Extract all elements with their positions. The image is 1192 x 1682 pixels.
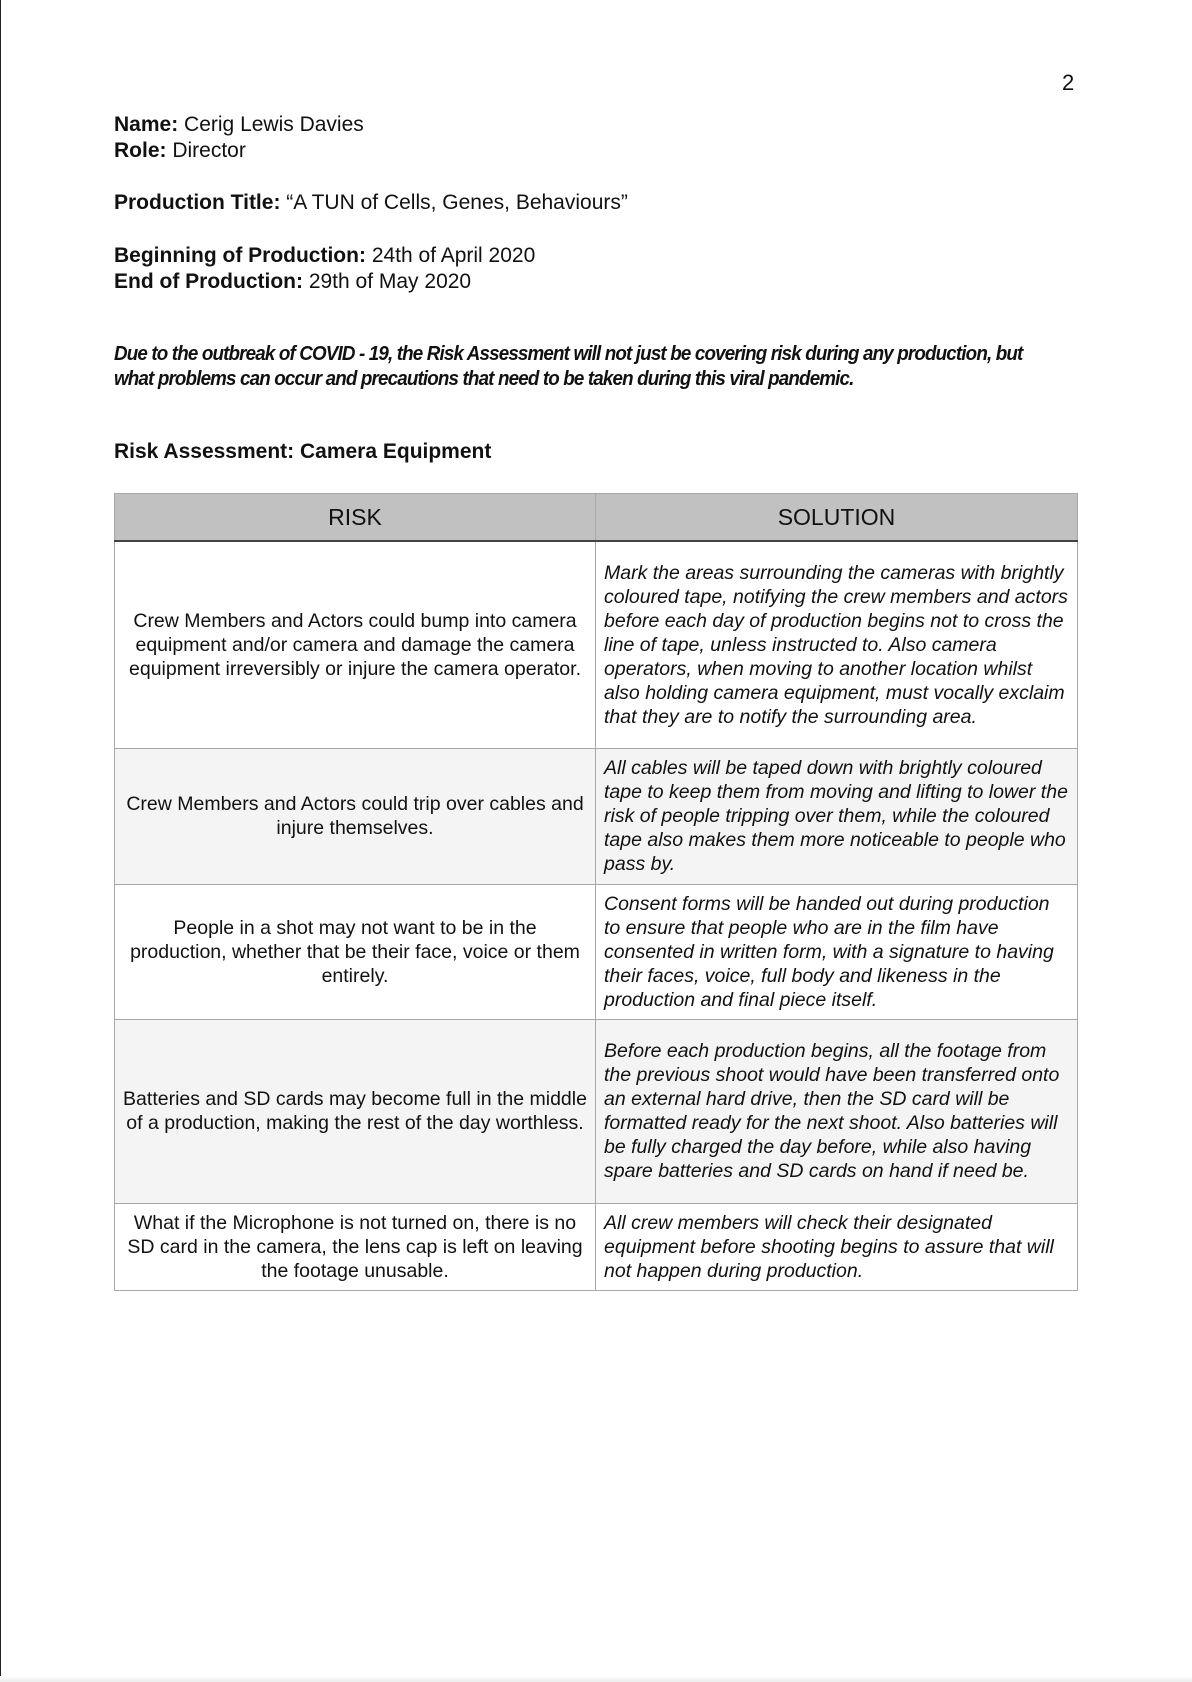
page-bottom-shadow bbox=[0, 1676, 1192, 1682]
table-row bbox=[115, 748, 1078, 884]
role-line bbox=[114, 138, 246, 164]
table-row bbox=[115, 1203, 1078, 1290]
solution-cell: Consent forms will be handed out during production to ensure that people who are in the film have consented in written form, with a signature to having their faces, voice, full body and likeness in the production and final piece itself. bbox=[596, 884, 1078, 1019]
risk-cell: Batteries and SD cards may become full in the middle of a production, making the rest of the day worthless. bbox=[115, 1019, 596, 1203]
header-solution: SOLUTION bbox=[596, 494, 1078, 542]
solution-cell: All crew members will check their designated equipment before shooting begins to assure that will not happen during production. bbox=[596, 1203, 1078, 1290]
risk-table bbox=[114, 493, 1078, 1291]
name-line bbox=[114, 112, 364, 138]
risk-cell: Crew Members and Actors could bump into camera equipment and/or camera and damage the camera equipment irreversibly or injure the camera operator. bbox=[115, 541, 596, 748]
solution-cell: All cables will be taped down with brightly coloured tape to keep them from moving and lifting to lower the risk of people tripping over them, while the coloured tape also makes them more noticeable to people who pass by. bbox=[596, 748, 1078, 884]
end-line bbox=[114, 269, 471, 295]
name-label: Name: bbox=[114, 113, 179, 136]
production-title-value: “A TUN of Cells, Genes, Behaviours” bbox=[286, 191, 628, 214]
production-title-label: Production Title: bbox=[114, 191, 281, 214]
role-label: Role: bbox=[114, 139, 167, 162]
page-number: 2 bbox=[1062, 70, 1075, 95]
role-value: Director bbox=[172, 139, 246, 162]
begin-label: Beginning of Production: bbox=[114, 244, 366, 267]
begin-value: 24th of April 2020 bbox=[371, 244, 536, 267]
table-header-row bbox=[115, 494, 1078, 542]
notice-line-2: what problems can occur and precautions that need to be taken during this viral pandemic. bbox=[114, 368, 854, 390]
covid-notice bbox=[114, 342, 1035, 392]
section-title: Risk Assessment: Camera Equipment bbox=[114, 440, 492, 463]
production-title-line bbox=[114, 190, 628, 216]
end-label: End of Production: bbox=[114, 270, 303, 293]
solution-cell: Before each production begins, all the footage from the previous shoot would have been transferred onto an external hard drive, then the SD card will be formatted ready for the next shoot. Also batteries will be fully charged the day before, while also having spare batteries and SD cards on hand if need be. bbox=[596, 1019, 1078, 1203]
table-row bbox=[115, 541, 1078, 748]
header-risk: RISK bbox=[115, 494, 596, 542]
table-row bbox=[115, 1019, 1078, 1203]
solution-cell: Mark the areas surrounding the cameras with brightly coloured tape, notifying the crew members and actors before each day of production begins not to cross the line of tape, unless instructed to. Also camera operators, when moving to another location whilst also holding camera equipment, must vocally exclaim that they are to notify the surrounding area. bbox=[596, 541, 1078, 748]
risk-cell: What if the Microphone is not turned on, there is no SD card in the camera, the lens cap is left on leaving the footage unusable. bbox=[115, 1203, 596, 1290]
begin-line bbox=[114, 243, 535, 269]
end-value: 29th of May 2020 bbox=[308, 270, 472, 293]
name-value: Cerig Lewis Davies bbox=[184, 113, 364, 136]
page-edge bbox=[0, 0, 1, 1682]
notice-line-1: Due to the outbreak of COVID - 19, the Risk Assessment will not just be covering risk during any production, but bbox=[114, 343, 1023, 365]
table-row bbox=[115, 884, 1078, 1019]
risk-cell: People in a shot may not want to be in the production, whether that be their face, voice or them entirely. bbox=[115, 884, 596, 1019]
risk-cell: Crew Members and Actors could trip over cables and injure themselves. bbox=[115, 748, 596, 884]
